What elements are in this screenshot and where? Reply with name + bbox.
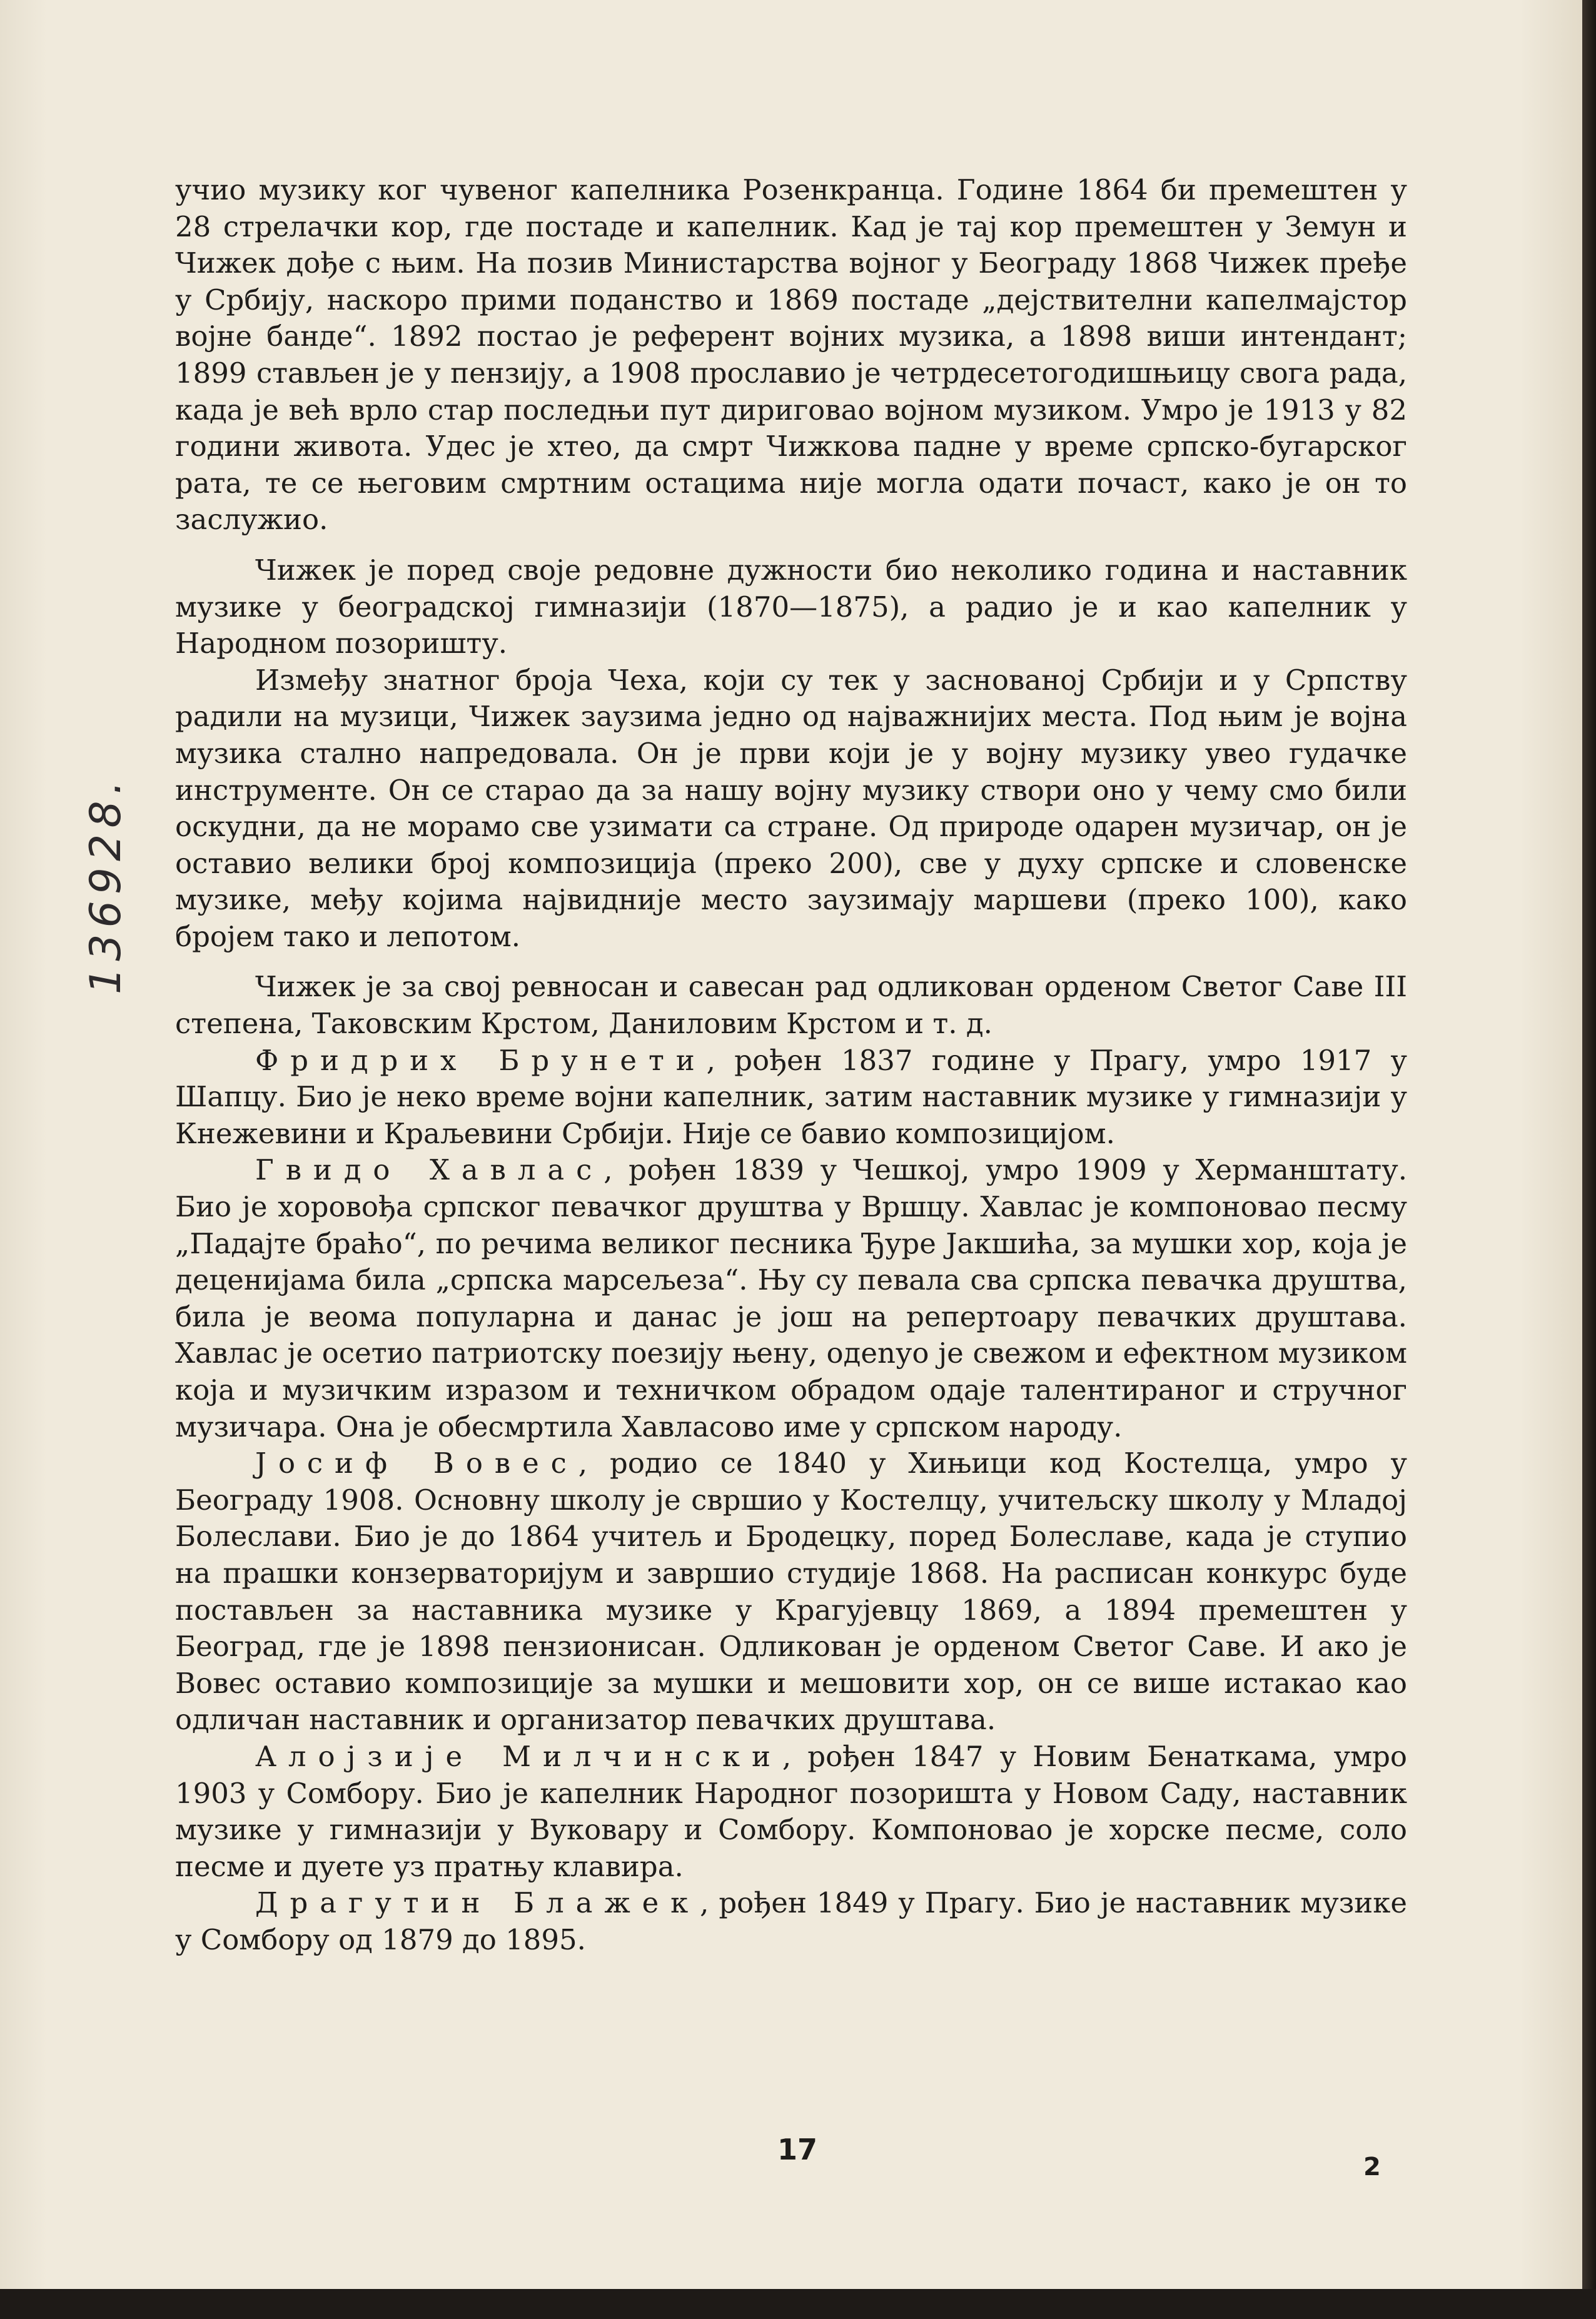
person-name: Алојзије Милчински — [255, 1739, 782, 1773]
paragraph-havlas — [175, 1152, 1407, 1445]
person-name: Драгутин Блажек — [255, 1886, 700, 1920]
person-name: Јосиф Вовес — [255, 1447, 578, 1480]
paragraph-body: , рођен 1849 у Прагу. Био је наставник музике у Сомбору од 1879 до 1895. — [175, 1886, 1407, 1956]
paragraph-blazek — [175, 1885, 1407, 1958]
book-spine-edge — [1582, 0, 1596, 2319]
scan-bottom-edge — [0, 2289, 1596, 2319]
paragraph-voves — [175, 1445, 1407, 1739]
paragraph-body: , родио се 1840 у Хињици код Костелца, умро у Београду 1908. Основну школу је свршио у Костелцу, учитељску школу у Младој Болеслави. Био је до 1864 учитељ и Бродецку, поред Болеславе, када је ступио на прашки конзерваторијум и завршио студије 1868. На расписан конкурс буде постављен за наставника музике у Крагујевцу 1869, а 1894 премештен у Београд, где је 1898 пензионисан. Одликован је орденом Светог Саве. И ако је Вовес оставио композиције за мушки и мешовити хор, он се више истакао као одличан наставник и организатор певачких друштава. — [175, 1447, 1407, 1737]
person-name: Гвидо Хавлас — [255, 1153, 604, 1187]
paragraph-cizek-teacher: Чижек је поред своје редовне дужности био неколико година и наставник музике у београдској гимназији (1870—1875), а радио је и као капелник у Народном позоришту. — [175, 553, 1407, 660]
paragraph-cizek-contribution: Између знатног броја Чеха, који су тек у заснованој Србији и у Српству радили на музици, Чижек заузима једно од најважнијих места. Под њим је војна музика стално напредовала. Он је први који је у војну музику увео гудачке инструменте. Он се старао да за нашу војну музику створи оно у чему смо били оскудни, да не морамо све узимати са стране. Од природе одарен музичар, он је оставио велики број композиција (преко 200), све у духу српске и словенске музике, међу којима највидније место заузимају маршеви (преко 100), како бројем тако и лепотом. — [175, 663, 1407, 953]
paragraph-body: , рођен 1839 у Чешкој, умро 1909 у Херманштату. Био је хоровођа српског певачког друштва у Вршцу. Хавлас је компоновао песму „Падајте браћо“, по речима великог песника Ђуре Јакшића, за мушки хор, која је деценијама била „српска марсељеза“. Њу су певала сва српска певачка друштва, била је веома популарна и данас је још на репертоару певачких друштава. Хавлас је осетио патриотску поезију њену, одenуо је свежом и ефектном музиком која и музичким изразом и техничком обрадом одаје талентираног и стручног музичара. Она је обесмртила Хавласово име у српском народу. — [175, 1153, 1408, 1443]
page-number: 17 — [777, 2133, 817, 2166]
paragraph-body: , рођен 1837 године у Прагу, умро 1917 у Шапцу. Био је неко време војни капелник, затим наставник музике у гимназији у Кнежевини и Краљевини Србији. Није се бавио композицијом. — [175, 1043, 1407, 1150]
signature-mark: 2 — [1363, 2153, 1381, 2181]
paragraph-body: , рођен 1847 у Новим Бенаткама, умро 1903 у Сомбору. Био је капелник Народног позоришта у Новом Саду, наставник музике у гимназији у Вуковару и Сомбору. Компоновао је хорске песме, соло песме и дуете уз пратњу клавира. — [175, 1739, 1407, 1883]
paragraph-cizek-biography: учио музику ког чувеног капелника Розенкранца. Године 1864 би премештен у 28 стрелачки кор, где постаде и капелник. Кад је тај кор премештен у Земун и Чижек дође с њим. На позив Министарства војног у Београду 1868 Чижек пређе у Србију, наскоро прими поданство и 1869 постаде „дејствителни капелмајстор војне банде“. 1892 постао је референт војних музика, а 1898 виши интендант; 1899 стављен је у пензију, а 1908 прославио је четрдесетогодишњицу свога рада, када је већ врло стар последњи пут дириговао војном музиком. Умро је 1913 у 82 години живота. Удес је хтео, да смрт Чижкова падне у време српско-бугарског рата, те се његовим смртним остацима није могла одати почаст, како је он то заслужио. — [175, 173, 1407, 537]
handwritten-inventory-number: 136928. — [81, 774, 131, 994]
paragraph-cizek-decorations: Чижек је за свој ревносан и савесан рад одликован орденом Светог Саве III степена, Таковским Крстом, Даниловим Крстом и т. д. — [175, 970, 1407, 1041]
paragraph-bruneti — [175, 1043, 1407, 1153]
person-name: Фридрих Брунети — [255, 1043, 707, 1077]
paragraph-milcinski — [175, 1739, 1407, 1885]
body-text — [175, 172, 1407, 1959]
